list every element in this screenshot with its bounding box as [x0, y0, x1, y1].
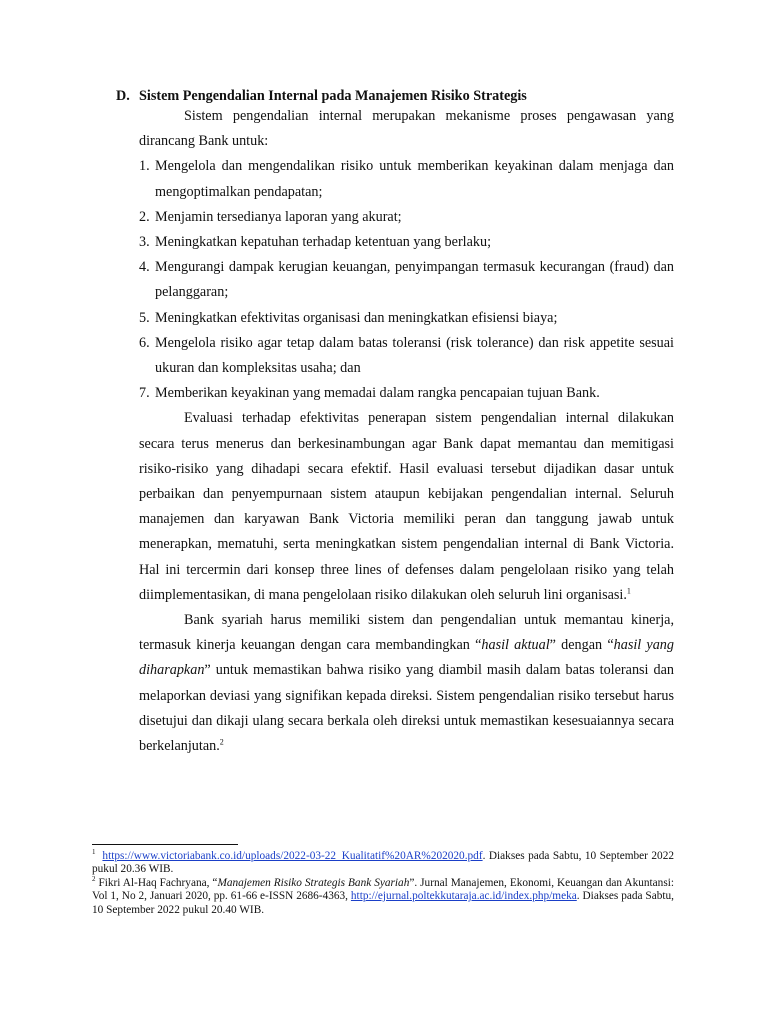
body-text [139, 104, 674, 759]
footnote-text: ”. Jurnal Manajemen, Ekonomi, Keuangan dan Akuntansi: Vol 1, No 2, Januari 2020, pp. 61-66 e-ISSN 2686-4363, [92, 876, 674, 903]
list-item [139, 331, 674, 381]
list-item-number: 1. [139, 158, 150, 175]
list-item-text: Mengelola risiko agar tetap dalam batas toleransi (risk tolerance) dan risk appetite sesuai ukuran dan kompleksitas usaha; dan [155, 334, 674, 377]
purpose-list [139, 154, 674, 406]
footnote-number: 1 [92, 848, 96, 857]
footnote-text: . Diakses pada Sabtu, 10 September 2022 pukul 20.40 WIB. [92, 890, 674, 916]
list-item-number: 4. [139, 259, 150, 276]
footnote-number: 2 [92, 875, 96, 884]
section-title: Sistem Pengendalian Internal pada Manajemen Risiko Strategis [139, 88, 527, 104]
list-item-text: Meningkatkan efektivitas organisasi dan meningkatkan efisiensi biaya; [155, 309, 558, 326]
footnote-link[interactable]: http://ejurnal.poltekkutaraja.ac.id/index.php/meka [350, 890, 577, 903]
footnote-ref-1[interactable]: 1 [626, 586, 631, 596]
footnote-1 [92, 850, 674, 877]
list-item-number: 2. [139, 208, 150, 225]
section-heading [116, 87, 676, 105]
list-item-text: Memberikan keyakinan yang memadai dalam rangka pencapaian tujuan Bank. [155, 385, 600, 402]
list-item [139, 230, 674, 255]
evaluation-paragraph [139, 406, 674, 608]
list-item-text: Mengelola dan mengendalikan risiko untuk memberikan keyakinan dalam menjaga dan mengoptimalkan pendapatan; [155, 158, 674, 200]
footnote-text: . Diakses pada Sabtu, 10 September 2022 pukul 20.36 WIB. [92, 850, 674, 876]
list-item-number: 5. [139, 309, 150, 326]
intro-paragraph: Sistem pengendalian internal merupakan mekanisme proses pengawasan yang dirancang Bank untuk: [139, 108, 674, 150]
sharia-paragraph-text-1: Bank syariah harus memiliki sistem dan pengendalian untuk memantau kinerja, termasuk kinerja keuangan dengan cara membandingkan “ [139, 612, 674, 654]
footnote-link[interactable]: https://www.victoriabank.co.id/uploads/2022-03-22_Kualitatif%20AR%202020.pdf [102, 850, 483, 862]
list-item-number: 6. [139, 334, 150, 351]
footnote-separator [92, 844, 238, 845]
list-item-number: 7. [139, 385, 150, 402]
list-item-number: 3. [139, 234, 150, 251]
footnote-text: Fikri Al-Haq Fachryana, “ [95, 876, 218, 889]
footnote-italic-title: Manajemen Risiko Strategis Bank Syariah [217, 876, 410, 889]
list-item [139, 306, 674, 331]
sharia-paragraph-italic-2: hasil yang diharapkan [139, 637, 674, 679]
footnotes [92, 850, 674, 917]
list-item [139, 255, 674, 305]
footnote-2 [92, 877, 674, 917]
list-item-text: Meningkatkan kepatuhan terhadap ketentuan yang berlaku; [155, 234, 492, 251]
list-item-text: Mengurangi dampak kerugian keuangan, penyimpangan termasuk kecurangan (fraud) dan pelanggaran; [155, 259, 674, 301]
footnote-ref-2[interactable]: 2 [219, 737, 224, 747]
sharia-paragraph-italic-1: hasil aktual [481, 637, 550, 654]
list-item-text: Menjamin tersedianya laporan yang akurat; [155, 208, 402, 225]
list-item [139, 205, 674, 230]
section-letter: D. [116, 88, 130, 104]
list-item [139, 381, 674, 406]
sharia-bank-paragraph [139, 608, 674, 759]
sharia-paragraph-text-3: ” untuk memastikan bahwa risiko yang diambil masih dalam batas toleransi dan melaporkan deviasi yang signifikan kepada direksi. Sistem pengendalian risiko tersebut harus disetujui dan dikaji ulang secara berkala oleh direksi untuk memastikan kesesuaiannya secara berkelanjutan. [139, 662, 674, 755]
list-item [139, 154, 674, 204]
evaluation-paragraph-text: Evaluasi terhadap efektivitas penerapan sistem pengendalian internal dilakukan secara terus menerus dan berkesinambungan agar Bank dapat memantau dan memitigasi risiko-risiko yang dihadapi secara efektif. Hasil evaluasi tersebut dijadikan dasar untuk perbaikan dan penyempurnaan sistem ataupun kebijakan pengendalian internal. Seluruh manajemen dan karyawan Bank Victoria memiliki peran dan tanggung jawab untuk menerapkan, mematuhi, serta meningkatkan sistem pengendalian internal di Bank Victoria. Hal ini tercermin dari konsep three lines of defenses dalam pengelolaan risiko yang telah diimplementasikan, di mana pengelolaan risiko dilakukan oleh seluruh lini organisasi. [139, 410, 674, 603]
sharia-paragraph-text-2: ” dengan “ [549, 637, 614, 654]
